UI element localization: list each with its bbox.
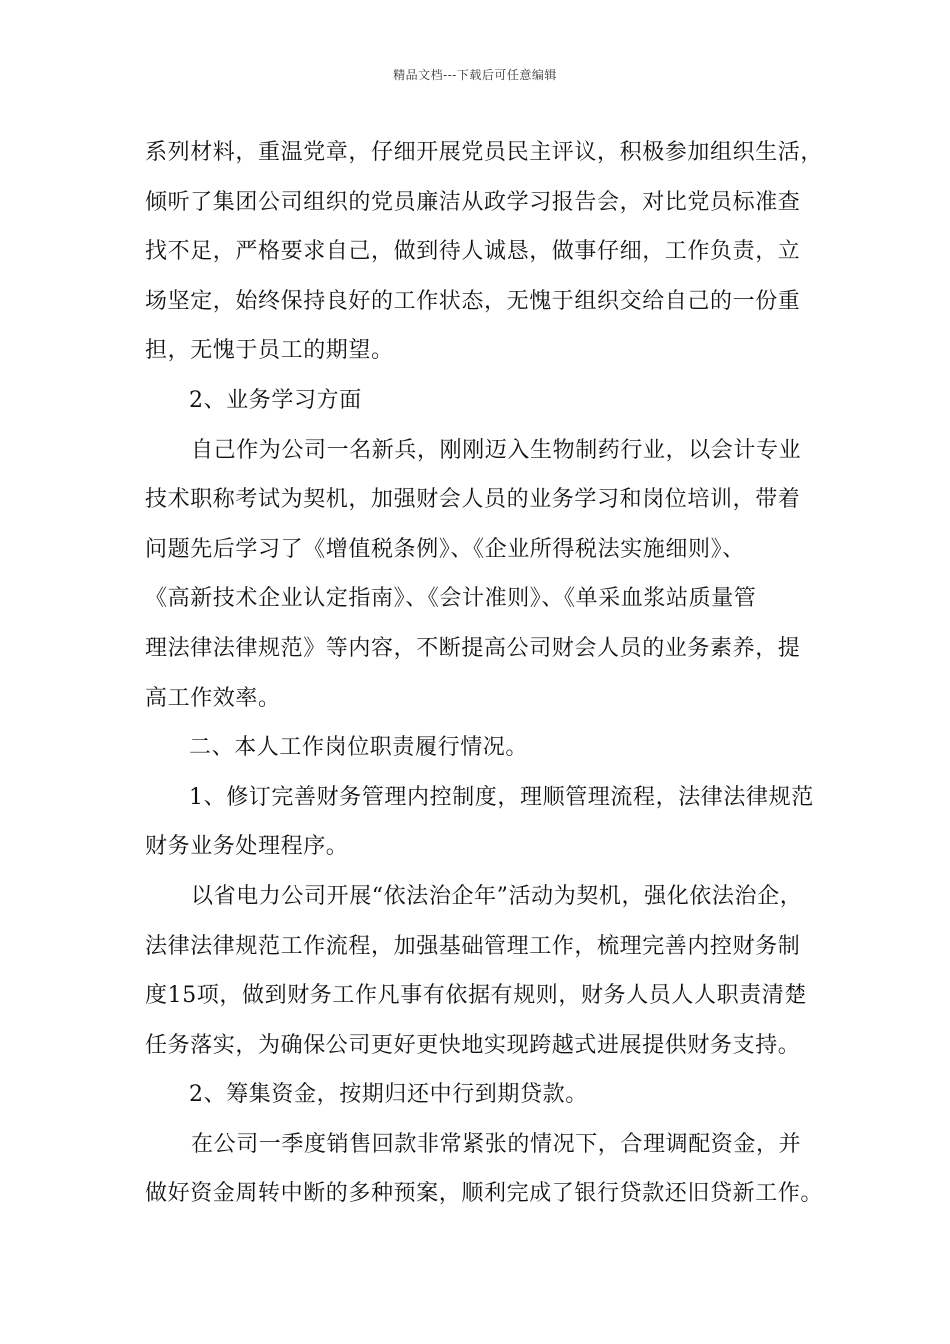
paragraph-line: 系列材料，重温党章，仔细开展党员民主评议，积极参加组织生活， — [145, 140, 824, 165]
paragraph-line: 以省电力公司开展“依法治企年”活动为契机，强化依法治企， — [191, 883, 803, 909]
subsection-heading: 1、修订完善财务管理内控制度，理顺管理流程，法律法律规范 — [189, 784, 814, 810]
paragraph-line: 法律法律规范工作流程，加强基础管理工作，梳理完善内控财务制 — [145, 933, 801, 959]
paragraph-line: 技术职称考试为契机，加强财会人员的业务学习和岗位培训，带着 — [145, 487, 801, 513]
paragraph-line: 任务落实，为确保公司更好更快地实现跨越式进展提供财务支持。 — [145, 1032, 801, 1058]
section-heading: 2、业务学习方面 — [189, 387, 362, 413]
paragraph-line: 在公司一季度销售回款非常紧张的情况下，合理调配资金，并 — [191, 1131, 802, 1157]
paragraph-line: 自己作为公司一名新兵，刚刚迈入生物制药行业，以会计专业 — [191, 437, 802, 463]
section-heading: 二、本人工作岗位职责履行情况。 — [189, 735, 529, 761]
paragraph-line: 场坚定，始终保持良好的工作状态，无愧于组织交给自己的一份重 — [145, 288, 801, 314]
paragraph-line: 理法律法律规范》等内容，不断提高公司财会人员的业务素养，提 — [145, 635, 801, 661]
paragraph-line: 做好资金周转中断的多种预案，顺利完成了银行贷款还旧贷新工作。 — [145, 1181, 824, 1207]
page-header: 精品文档---下载后可任意编辑 — [393, 68, 557, 82]
paragraph-line: 《高新技术企业认定指南》、《会计准则》、《单采血浆站质量管 — [145, 586, 757, 612]
subsection-heading: 2、筹集资金，按期归还中行到期贷款。 — [189, 1082, 588, 1108]
document-body — [145, 128, 825, 1219]
paragraph-line: 财务业务处理程序。 — [145, 834, 349, 860]
paragraph-line: 度15项，做到财务工作凡事有依据有规则，财务人员人人职责清楚 — [145, 983, 807, 1009]
paragraph-line: 倾听了集团公司组织的党员廉洁从政学习报告会，对比党员标准查 — [145, 189, 801, 215]
paragraph-line: 问题先后学习了《增值税条例》、《企业所得税法实施细则》、 — [145, 536, 745, 562]
paragraph-line: 担，无愧于员工的期望。 — [145, 338, 394, 364]
paragraph-line: 找不足，严格要求自己，做到待人诚恳，做事仔细，工作负责，立 — [145, 239, 801, 265]
paragraph-line: 高工作效率。 — [145, 685, 281, 711]
